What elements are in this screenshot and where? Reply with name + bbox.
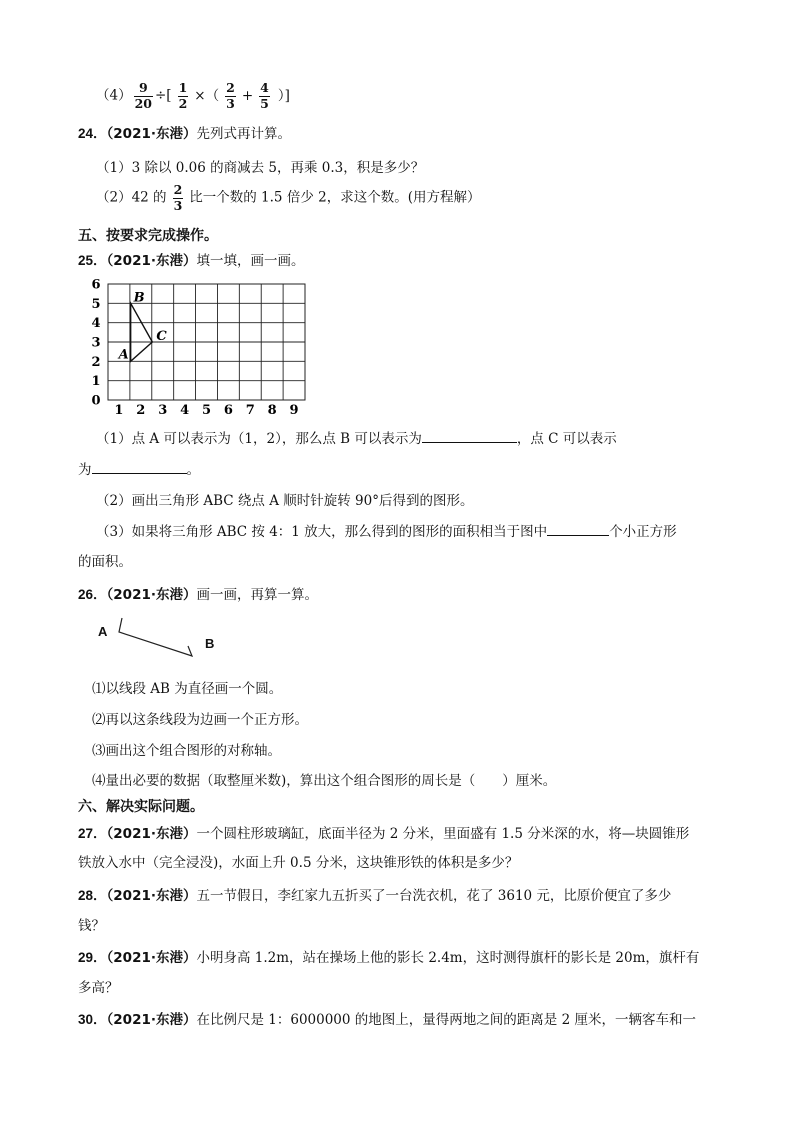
q29-line2: 多高？ <box>78 980 119 996</box>
x-tick-label: 3 <box>158 403 168 418</box>
y-tick-label: 1 <box>91 374 101 390</box>
question-tag: （2021·东港） <box>106 826 197 842</box>
question-tag: （2021·东港） <box>106 126 197 142</box>
question-tag: （2021·东港） <box>106 587 197 603</box>
x-tick-label: 9 <box>289 403 299 418</box>
x-tick-label: 2 <box>136 403 146 418</box>
y-tick-label: 2 <box>91 354 101 370</box>
q25-part3-line1: （3）如果将三角形 ABC 按 4：1 放大，那么得到的图形的面积相当于图中 个小正方形 <box>96 520 677 540</box>
q24-part1: （1）3 除以 0.06 的商减去 5，再乘 0.3，积是多少？ <box>96 160 425 176</box>
question-number: 30． <box>78 1012 107 1027</box>
question-tag: （2021·东港） <box>106 888 197 904</box>
q26-part2: ⑵再以这条线段为边画一个正方形。 <box>92 712 308 728</box>
x-tick-label: 8 <box>267 403 277 418</box>
q27-line2: 铁放入水中（完全浸没)，水面上升 0.5 分米，这块锥形铁的体积是多少？ <box>78 855 519 871</box>
q23-part4: （4） $\frac{9}{20}$ ÷[ $\frac{1}{2}$ ×（ $\frac{2}{3}$ + $\frac{4}{5}$ ）] <box>96 80 290 111</box>
x-tick-label: 4 <box>180 403 190 418</box>
point-c-label: C <box>156 329 167 344</box>
y-tick-label: 5 <box>91 296 101 312</box>
fraction: $\frac{1}{2}$ <box>178 80 188 111</box>
question-tag: （2021·东港） <box>106 1012 197 1028</box>
question-number: 24． <box>78 126 107 141</box>
segment-label-b: B <box>205 636 215 651</box>
point-b-label: B <box>133 290 145 306</box>
section-title: 五、按要求完成操作。 <box>78 228 218 244</box>
triangle-abc <box>131 303 153 361</box>
question-number: 28． <box>78 888 107 903</box>
question-number: 27． <box>78 826 107 841</box>
answer-blank[interactable] <box>92 459 187 474</box>
y-tick-label: 0 <box>91 393 101 409</box>
question-number: 29． <box>78 950 107 965</box>
q28-line2: 钱？ <box>78 918 105 934</box>
q29-line1: 29．（2021·东港）小明身高 1.2m，站在操场上他的影长 2.4m，这时测得旗杆的影长是 20m，旗杆有 <box>78 950 700 966</box>
question-tag: （2021·东港） <box>106 253 197 269</box>
q25-part2: （2）画出三角形 ABC 绕点 A 顺时针旋转 90°后得到的图形。 <box>96 493 474 509</box>
q23-part4-label: （4） <box>96 87 132 104</box>
segment-label-a: A <box>98 624 108 639</box>
q25-part1-line2: 为 。 <box>78 458 200 478</box>
q24-part2: （2）42 的 $\frac{2}{3}$ 比一个数的 1.5 倍少 2，求这个数。(用方程解） <box>96 182 481 213</box>
fraction: $\frac{2}{3}$ <box>173 182 183 213</box>
point-a-label: A <box>118 347 129 363</box>
fraction: $\frac{9}{20}$ <box>134 80 152 111</box>
q26-part3: ⑶画出这个组合图形的对称轴。 <box>92 743 281 759</box>
question-tag: （2021·东港） <box>106 950 197 966</box>
question-number: 25． <box>78 253 107 268</box>
question-number: 26． <box>78 587 107 602</box>
q24-header <box>78 122 291 142</box>
y-tick-label: 6 <box>91 277 101 293</box>
question-text: 填一填，画一画。 <box>196 253 305 269</box>
q25-part1-line1: （1）点 A 可以表示为（1，2），那么点 B 可以表示为 ，点 C 可以表示 <box>96 427 617 447</box>
fraction: $\frac{4}{5}$ <box>260 80 269 111</box>
q25-header <box>78 249 304 269</box>
x-tick-label: 5 <box>201 403 212 418</box>
answer-blank[interactable] <box>422 428 517 443</box>
q26-part1: ⑴以线段 AB 为直径画一个圆。 <box>92 681 283 697</box>
q30-line1: 30．（2021·东港）在比例尺是 1：6000000 的地图上，量得两地之间的距离是 2 厘米，一辆客车和一 <box>78 1012 696 1028</box>
y-tick-label: 4 <box>91 316 101 332</box>
segment-ab <box>110 614 200 664</box>
fraction: $\frac{2}{3}$ <box>226 80 235 111</box>
coordinate-grid <box>88 274 328 420</box>
q26-part4: ⑷量出必要的数据（取整厘米数)，算出这个组合图形的周长是（ ）厘米。 <box>92 773 557 789</box>
x-tick-label: 1 <box>114 403 124 418</box>
answer-blank[interactable] <box>547 521 609 536</box>
segment-ab-line <box>119 618 192 656</box>
y-tick-label: 3 <box>91 335 101 351</box>
x-tick-label: 7 <box>245 403 255 418</box>
q25-part3-line2: 的面积。 <box>78 554 132 570</box>
q28-line1: 28．（2021·东港）五一节假日，李红家九五折买了一台洗衣机，花了 3610 元，比原价便宜了多少 <box>78 888 672 904</box>
question-text: 画一画，再算一算。 <box>196 587 318 603</box>
q26-header <box>78 583 318 603</box>
question-text: 先列式再计算。 <box>196 126 291 142</box>
x-tick-label: 6 <box>223 403 233 418</box>
section-title: 六、解决实际问题。 <box>78 799 204 815</box>
q27-line1: 27．（2021·东港）一个圆柱形玻璃缸，底面半径为 2 分米，里面盛有 1.5 分米深的水，将—块圆锥形 <box>78 826 690 842</box>
